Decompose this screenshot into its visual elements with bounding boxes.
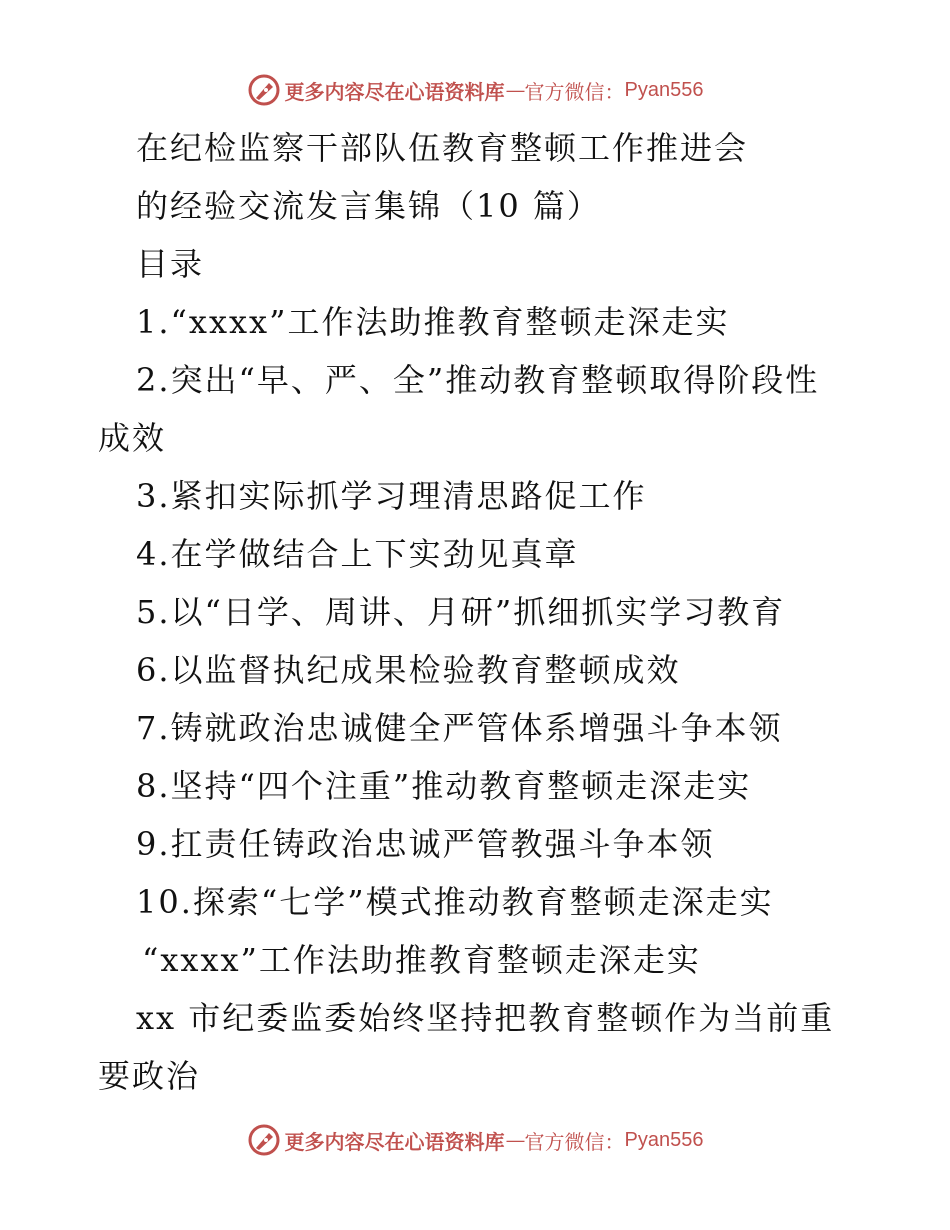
pen-nib-logo-icon — [247, 1123, 281, 1157]
body-paragraph-line-1: xx 市纪委监委始终坚持把教育整顿作为当前重 — [136, 999, 835, 1037]
watermark-text: 更多内容尽在心语资料库 — [284, 1129, 505, 1154]
watermark-banner-bottom — [0, 1120, 950, 1160]
watermark-text: 更多内容尽在心语资料库 — [284, 79, 505, 104]
watermark-label: 官方微信： — [524, 1129, 625, 1154]
toc-item-continuation: 成效 — [98, 419, 167, 457]
toc-item: 5.以“日学、周讲、月研”抓细抓实学习教育 — [136, 593, 786, 631]
watermark-banner-top — [0, 70, 950, 110]
toc-item: 4.在学做结合上下实劲见真章 — [136, 535, 579, 573]
body-paragraph-line-2: 要政治 — [98, 1057, 201, 1095]
watermark-wechat-id: Pyan556 — [624, 1128, 704, 1151]
watermark-wechat-id: Pyan556 — [624, 78, 704, 101]
toc-item: 1.“xxxx”工作法助推教育整顿走深走实 — [136, 303, 730, 341]
toc-heading: 目录 — [136, 245, 205, 283]
toc-item: 2.突出“早、严、全”推动教育整顿取得阶段性 — [136, 361, 820, 399]
watermark-separator: — — [506, 79, 525, 100]
watermark-label: 官方微信： — [524, 79, 625, 104]
toc-item: 9.扛责任铸政治忠诚严管教强斗争本领 — [136, 825, 715, 863]
toc-item: 10.探索“七学”模式推动教育整顿走深走实 — [136, 883, 774, 921]
toc-item: 7.铸就政治忠诚健全严管体系增强斗争本领 — [136, 709, 783, 747]
document-title-line-1: 在纪检监察干部队伍教育整顿工作推进会 — [136, 129, 749, 167]
toc-item: 6.以监督执纪成果检验教育整顿成效 — [136, 651, 681, 689]
toc-item: 3.紧扣实际抓学习理清思路促工作 — [136, 477, 647, 515]
pen-nib-logo-icon — [247, 73, 281, 107]
toc-item: 8.坚持“四个注重”推动教育整顿走深走实 — [136, 767, 752, 805]
watermark-separator: — — [506, 1129, 525, 1150]
section-title: “xxxx”工作法助推教育整顿走深走实 — [142, 941, 701, 979]
document-title-line-2: 的经验交流发言集锦（10 篇） — [136, 187, 601, 225]
